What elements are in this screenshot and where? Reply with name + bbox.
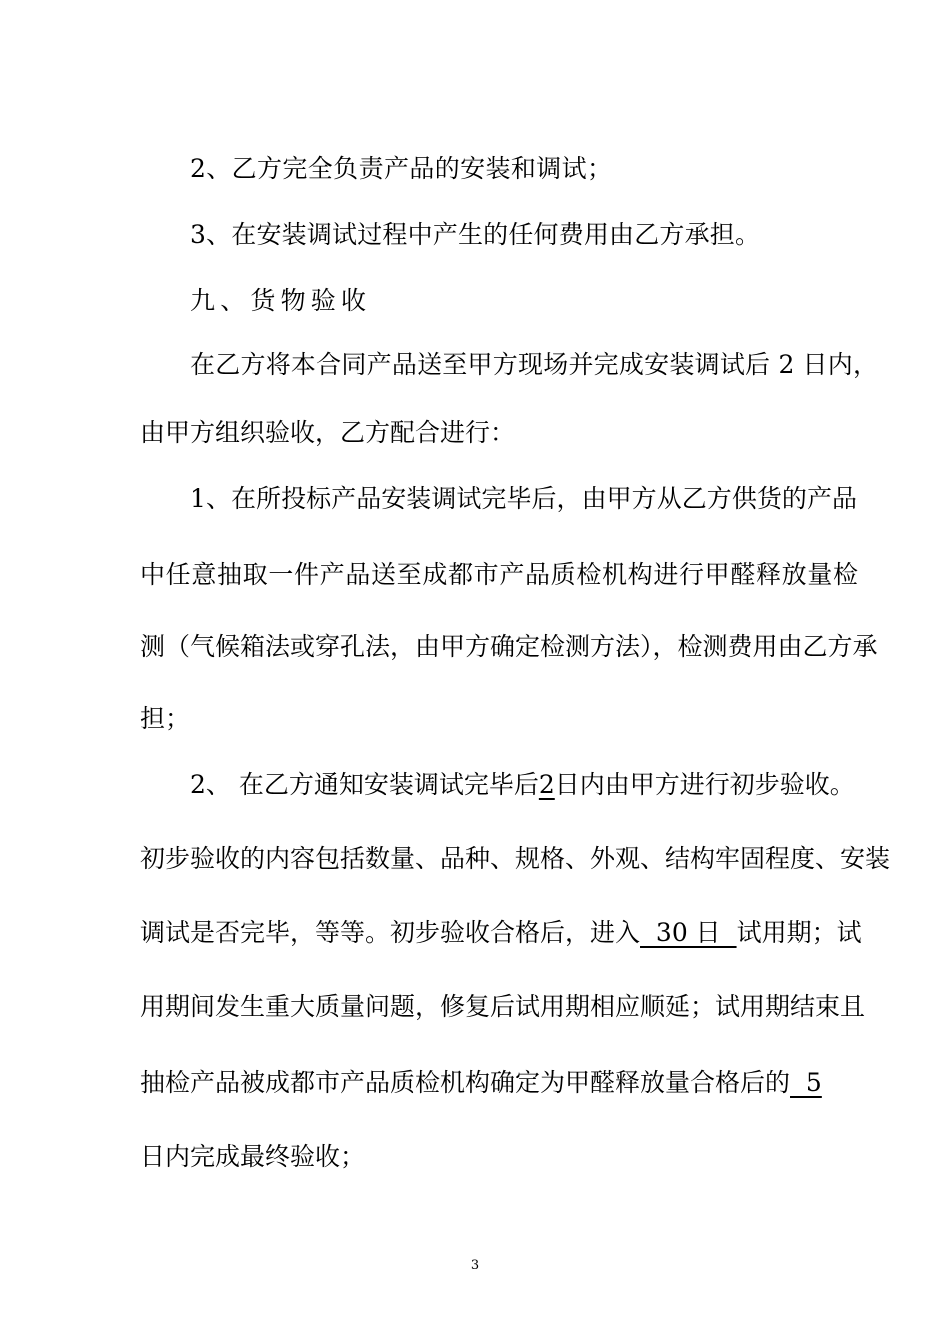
- text-line: [0, 628, 950, 666]
- line-text: 1、在所投标产品安装调试完毕后，由甲方从乙方供货的产品: [190, 484, 857, 513]
- text-line: [0, 556, 950, 594]
- page-number: 3: [470, 1258, 480, 1273]
- line-text: 中任意抽取一件产品送至成都市产品质检机构进行甲醛释放量检: [140, 560, 858, 589]
- text-line: [0, 346, 950, 384]
- text-line: [0, 1064, 950, 1102]
- underlined-blank: 2: [538, 770, 555, 799]
- line-text: 初步验收的内容包括数量、品种、规格、外观、结构牢固程度、安装: [140, 844, 891, 873]
- text-line: [0, 216, 950, 254]
- text-line: [0, 150, 950, 188]
- line-text: 九、货物验收: [190, 286, 366, 315]
- line-text-post: 日内由甲方进行初步验收。: [554, 770, 855, 799]
- line-text-pre: 2、 在乙方通知安装调试完毕后: [190, 770, 539, 799]
- text-line: [0, 414, 950, 452]
- section-heading: [0, 282, 950, 320]
- line-text: 在乙方将本合同产品送至甲方现场并完成安装调试后 2 日内，: [190, 350, 878, 379]
- text-line: [0, 1138, 950, 1176]
- text-line: [0, 914, 950, 952]
- line-text-post: 试用期；试: [736, 918, 862, 947]
- text-line: [0, 700, 950, 738]
- text-line: [0, 840, 950, 878]
- text-line: [0, 766, 950, 804]
- line-text: 由甲方组织验收，乙方配合进行：: [140, 418, 516, 447]
- line-text-pre: 抽检产品被成都市产品质检机构确定为甲醛释放量合格后的: [140, 1068, 791, 1097]
- line-text: 担；: [140, 704, 191, 733]
- text-line: [0, 480, 950, 518]
- underlined-blank: 5: [790, 1068, 822, 1097]
- line-text-pre: 调试是否完毕，等等。初步验收合格后，进入: [140, 918, 641, 947]
- underlined-blank: 30 日: [640, 918, 737, 947]
- line-text: 3、在安装调试过程中产生的任何费用由乙方承担。: [190, 220, 760, 249]
- line-text: 用期间发生重大质量问题，修复后试用期相应顺延；试用期结束且: [140, 992, 866, 1021]
- line-text: 测（气候箱法或穿孔法，由甲方确定检测方法），检测费用由乙方承: [140, 632, 878, 661]
- line-text: 2、乙方完全负责产品的安装和调试；: [190, 154, 612, 183]
- line-text: 日内完成最终验收；: [140, 1142, 366, 1171]
- text-line: [0, 988, 950, 1026]
